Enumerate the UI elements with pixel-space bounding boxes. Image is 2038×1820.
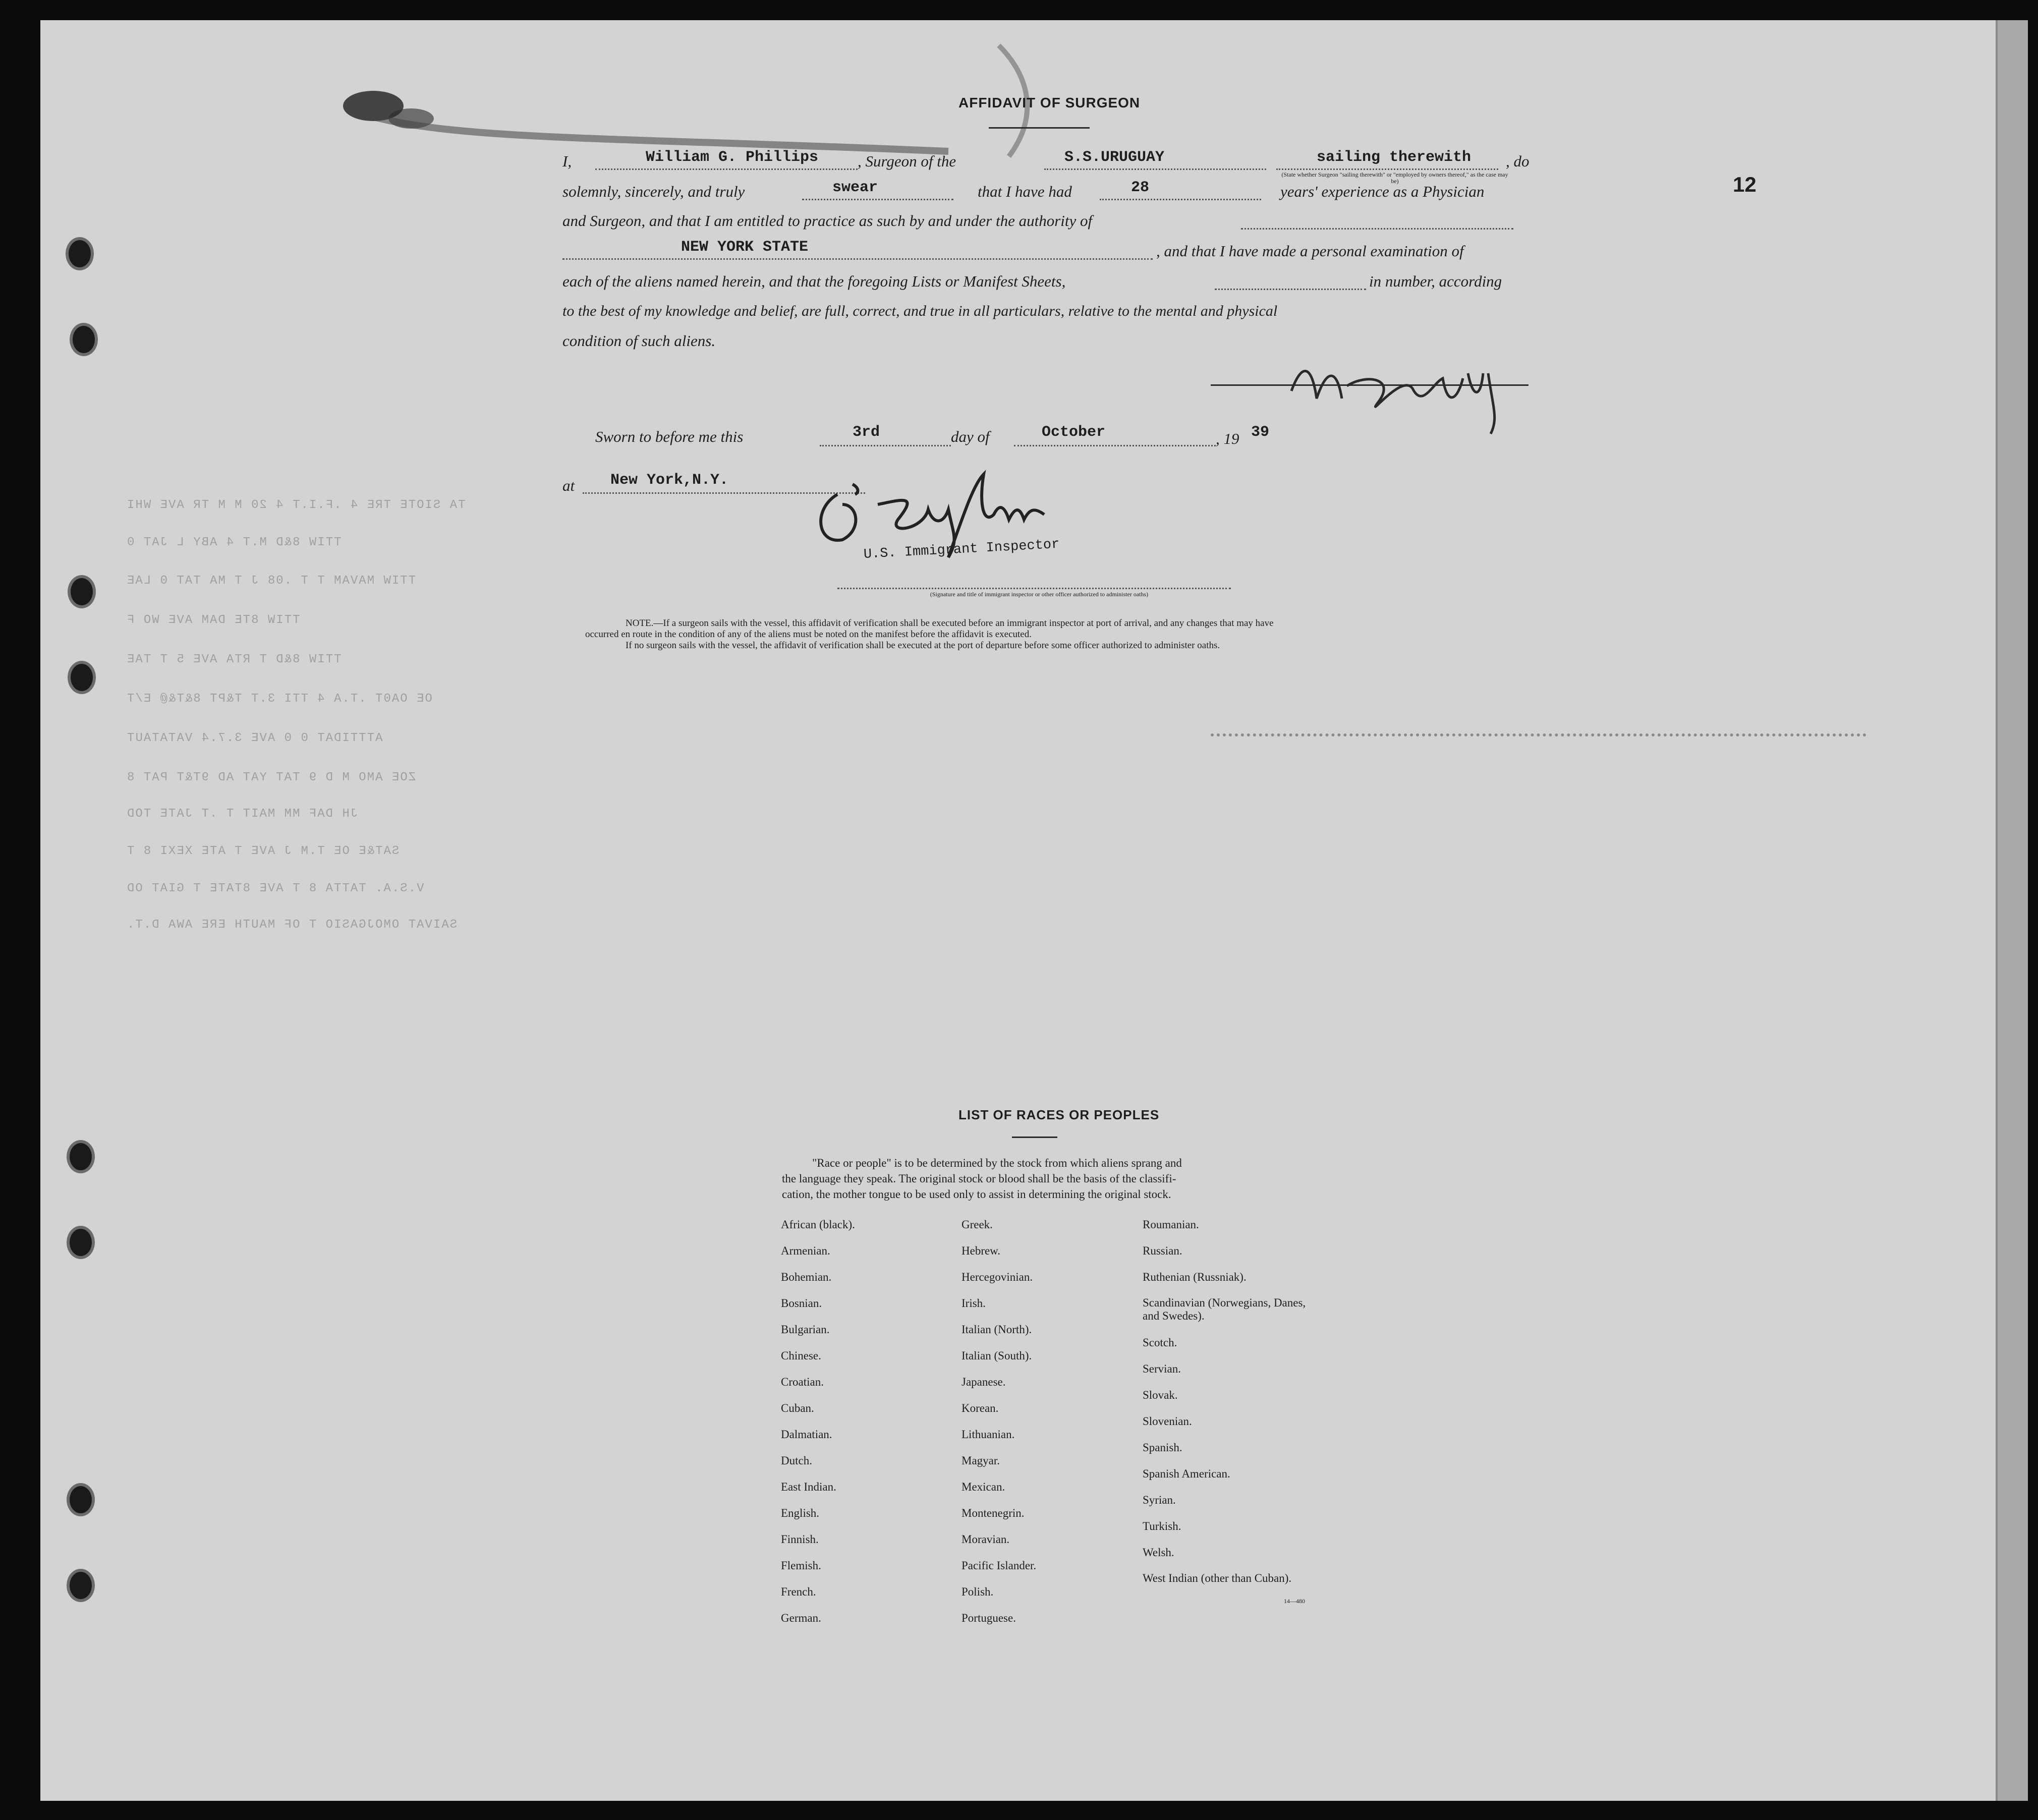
affidavit-title: AFFIDAVIT OF SURGEON [958,95,1141,110]
years-field [1100,181,1261,200]
bleed-through-row: JH DAF MM MAIT T .T JATE TOD [126,807,358,821]
bleed-through-row: TTIW 8TE DAM AVE WO F [126,613,300,627]
race-item: Bohemian. [781,1271,832,1283]
race-item: Ruthenian (Russniak). [1143,1271,1247,1283]
race-item: Cuban. [781,1402,814,1414]
note-line: If no surgeon sails with the vessel, the affidavit of verification shall be executed at the port of departure before some officer authorized to administer oaths. [626,640,1220,651]
bleed-through-row: ZOE AMO M D 9 TAT YAT AD 9T&T PAT 8 [126,771,416,784]
bleed-through-row: ATTTIDAT 0 0 AVE 3.7.4 VATATAUT [126,731,383,745]
sworn-year: 39 [1251,424,1270,441]
surgeon-signature-line [1211,384,1528,386]
binder-hole [67,1569,95,1602]
sworn-year-prefix: , 19 [1216,430,1239,447]
race-item: Flemish. [781,1559,821,1572]
race-item: Hebrew. [961,1244,1001,1257]
vessel-name: S.S.URUGUAY [1064,149,1165,166]
race-item: Syrian. [1143,1494,1176,1506]
race-item: Greek. [961,1218,993,1231]
bleed-through-row: TTIW 8&D T RTA AVE 5 T TAE [126,653,342,666]
race-item: Montenegrin. [961,1507,1025,1519]
races-intro [782,1155,1357,1202]
bleed-through-row: TTIW 8&D M.T 4 ABY L JAT 0 [126,536,342,549]
race-item: Bulgarian. [781,1323,830,1336]
race-item: Turkish. [1143,1520,1181,1532]
race-item: Moravian. [961,1533,1010,1546]
at-place: New York,N.Y. [610,472,729,489]
race-item: Mexican. [961,1481,1005,1493]
races-intro-line: "Race or people" is to be determined by the stock from which aliens sprang and [812,1157,1182,1169]
line7: condition of such aliens. [562,332,716,350]
binder-hole [68,575,96,608]
race-item: Russian. [1143,1244,1182,1257]
race-item: Spanish American. [1143,1467,1230,1480]
races-intro-line: cation, the mother tongue to be used only to assist in determining the original stock. [782,1188,1171,1201]
oath-word: swear [832,179,878,196]
race-item: French. [781,1585,816,1598]
inspector-signature-field [837,573,1231,589]
binder-hole [67,1226,95,1259]
race-item: West Indian (other than Cuban). [1143,1572,1292,1584]
race-item: Croatian. [781,1376,824,1388]
signature-caption: (Signature and title of immigrant inspector or other officer authorized to administer oaths) [930,591,1149,598]
surgeon-name: William G. Phillips [646,149,819,166]
race-item: East Indian. [781,1481,836,1493]
races-column-3 [1143,1212,1324,1601]
bleed-through-row: OE OA0T .T.A 4 TTI 3.T T&PT 8&T&@ E/T [126,692,432,706]
bleed-through-row: TA SIOTE TRE 4 .F.I.T 4 20 M M TR AVE WHI [126,498,466,512]
race-item: Slovenian. [1143,1415,1192,1428]
bleed-through-row: TTIW MAVAM T T .08 J T MA TAT 0 LAE [126,574,416,588]
surgeon-signature [1281,343,1523,439]
race-item: Magyar. [961,1454,1000,1467]
race-item: Pacific Islander. [961,1559,1037,1572]
sworn-month: October [1042,424,1106,441]
binder-hole [68,661,96,694]
race-item: Italian (South). [961,1349,1032,1362]
races-intro-line: the language they speak. The original stock or blood shall be the basis of the classifi- [782,1172,1176,1185]
races-column-2 [961,1212,1036,1631]
race-item: German. [781,1612,821,1624]
years-experience: 28 [1131,179,1150,196]
authority-field [562,240,1153,260]
at-prefix: at [562,477,575,494]
page-number: 12 [1733,173,1757,196]
sheets-field [1215,270,1366,290]
race-item: Servian. [1143,1362,1181,1375]
races-column-1 [781,1212,855,1631]
races-title: LIST OF RACES OR PEOPLES [958,1107,1160,1122]
line2-suffix: years' experience as a Physician [1280,183,1485,200]
race-item: Welsh. [1143,1546,1174,1559]
status-hint: (State whether Surgeon "sailing therewith" or "employed by owners thereof," as the case may be) [1281,171,1508,185]
race-item: Spanish. [1143,1441,1182,1454]
line2-middle: that I have had [978,183,1072,200]
line2-prefix: solemnly, sincerely, and truly [562,183,745,200]
inspector-title: U.S. Immigrant Inspector [863,537,1060,562]
line4-suffix: , and that I have made a personal examination of [1156,242,1464,260]
race-item: Slovak. [1143,1389,1178,1401]
race-item: Irish. [961,1297,986,1310]
race-item: Hercegovinian. [961,1271,1033,1283]
sworn-day-of: day of [951,428,990,445]
bleed-through-x-row [1211,733,1866,742]
ink-streak [343,35,999,166]
line3-field [1241,210,1513,230]
race-item: African (black). [781,1218,855,1231]
race-item: Italian (North). [961,1323,1032,1336]
binder-hole [70,323,98,356]
line3: and Surgeon, and that I am entitled to practice as such by and under the authority of [562,212,1093,230]
race-item: Dutch. [781,1454,812,1467]
binder-hole [67,1140,95,1173]
page-edge [1996,20,2028,1801]
race-item: Roumanian. [1143,1218,1199,1231]
line1-surgeon-of: , Surgeon of the [858,152,956,170]
authority: NEW YORK STATE [681,239,809,256]
race-item: Dalmatian. [781,1428,832,1441]
bleed-through-row: V.S.A. TATTA 8 T AVE 8TATE T GIAT OD [126,882,424,895]
race-item: Polish. [961,1585,994,1598]
binder-hole [67,1483,95,1516]
race-item: Portuguese. [961,1612,1016,1624]
surgeon-status: sailing therewith [1317,149,1471,166]
binder-hole [66,237,94,270]
sworn-day-field [820,427,951,446]
affidavit-note [585,618,1544,651]
race-item: Scandinavian (Norwegians, Danes, and Swedes). [1143,1296,1306,1322]
races-title-rule [1012,1136,1057,1138]
race-item: Bosnian. [781,1297,822,1310]
sworn-prefix: Sworn to before me this [595,428,744,445]
line6: to the best of my knowledge and belief, are full, correct, and true in all particulars, relative to the mental and physical [562,303,1278,319]
sworn-day: 3rd [853,424,880,441]
race-item: Korean. [961,1402,999,1414]
line1-prefix: I, [562,152,572,170]
race-item: Scotch. [1143,1336,1177,1349]
race-item: Lithuanian. [961,1428,1015,1441]
form-number: 14—480 [1284,1598,1305,1605]
race-item: English. [781,1507,820,1519]
title-rule [989,127,1090,129]
race-item: Armenian. [781,1244,830,1257]
bleed-through-row: SAIVAT OMOJGASIO T OF MAUTH ERE AWA D.T. [126,918,458,932]
document-sheet [40,20,2028,1801]
note-line: occurred en route in the condition of any of the aliens must be noted on the manifest before the affidavit is executed. [585,629,1032,640]
race-item: Chinese. [781,1349,821,1362]
note-line: NOTE.—If a surgeon sails with the vessel, this affidavit of verification shall be executed before an immigrant inspector at port of arrival, and any changes that may have [626,618,1274,629]
line5-suffix: in number, according [1369,272,1502,290]
race-item: Finnish. [781,1533,819,1546]
line1-do: , do [1506,152,1530,170]
bleed-through-row: SAT&E OE T.M J AVE T ATE XEXI 8 T [126,844,400,858]
line5-prefix: each of the aliens named herein, and that the foregoing Lists or Manifest Sheets, [562,272,1066,290]
race-item: Japanese. [961,1376,1006,1388]
